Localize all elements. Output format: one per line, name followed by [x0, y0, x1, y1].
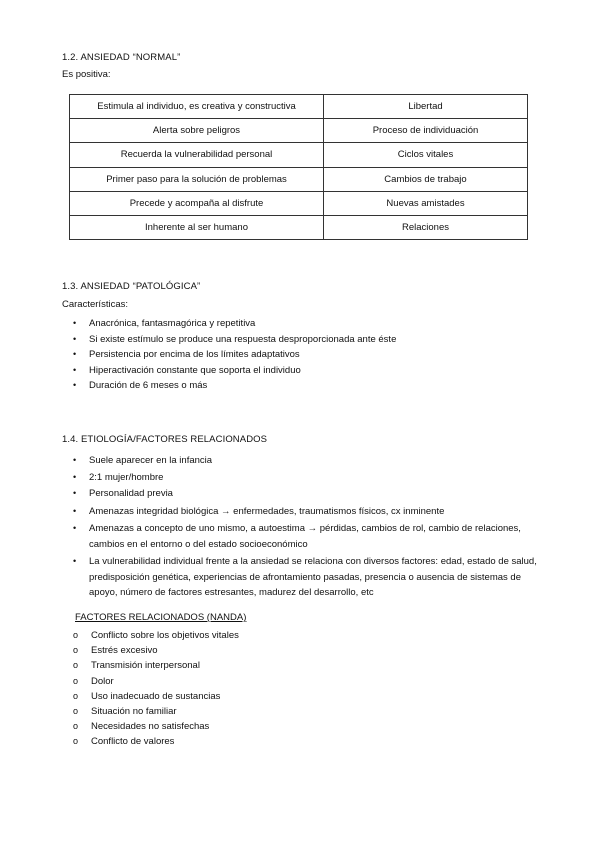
list-item: [62, 628, 239, 643]
bullet-icon: •: [73, 556, 77, 566]
list-item: [62, 363, 542, 379]
section-pathological-subtitle: Características:: [62, 299, 128, 310]
list-item: [62, 453, 547, 469]
table-cell: Proceso de individuación: [324, 119, 528, 143]
table-cell: Primer paso para la solución de problemas: [70, 167, 324, 191]
circle-bullet-icon: o: [73, 736, 79, 747]
pathological-characteristics-list: [62, 316, 542, 394]
table-cell: Precede y acompaña al disfrute: [70, 191, 324, 215]
normal-anxiety-table: [69, 94, 528, 240]
section-normal-subtitle: Es positiva:: [62, 69, 111, 80]
section-pathological-title: 1.3. ANSIEDAD “PATOLÓGICA”: [62, 281, 201, 292]
list-item-text: Amenazas a concepto de uno mismo, a autoestima → pérdidas, cambios de rol, cambio de relaciones, cambios en el entorno o del estado socioeconómico: [89, 523, 521, 550]
bullet-icon: •: [73, 349, 77, 359]
bullet-icon: •: [73, 318, 77, 328]
list-item-text: Amenazas integridad biológica → enfermedades, traumatismos físicos, cx inminente: [89, 505, 445, 517]
list-item: [62, 332, 542, 348]
table-row: [70, 143, 528, 167]
circle-bullet-icon: o: [73, 706, 79, 717]
table-row: [70, 167, 528, 191]
nanda-factors-list: [62, 628, 239, 750]
section-normal-title: 1.2. ANSIEDAD “NORMAL”: [62, 52, 181, 63]
bullet-icon: •: [73, 380, 77, 390]
circle-bullet-icon: o: [73, 660, 79, 671]
bullet-icon: •: [73, 333, 77, 344]
circle-bullet-icon: o: [73, 690, 79, 701]
list-item: [62, 689, 239, 704]
table-cell: Alerta sobre peligros: [70, 119, 324, 143]
list-item-text: Duración de 6 meses o más: [89, 380, 208, 391]
list-item-text: Persistencia por encima de los límites adaptativos: [89, 349, 300, 360]
list-item-text: La vulnerabilidad individual frente a la ansiedad se relaciona con diversos factores: edad, estado de salud, predisposición genética, experiencias de afrontamiento pasadas, presencia o ausencia de sistemas de apoyo, número de factores estresantes, madurez del desarrollo, etc: [89, 556, 537, 598]
table-cell: Estimula al individuo, es creativa y constructiva: [70, 95, 324, 119]
list-item-text: Situación no familiar: [91, 706, 177, 718]
table-row: [70, 119, 528, 143]
table-cell: Libertad: [324, 95, 528, 119]
list-item-text: Conflicto sobre los objetivos vitales: [91, 630, 239, 641]
list-item: [62, 470, 547, 486]
bullet-icon: •: [73, 364, 77, 375]
nanda-factors-title: FACTORES RELACIONADOS (NANDA): [75, 612, 247, 623]
list-item-text: 2:1 mujer/hombre: [89, 471, 164, 483]
table-cell: Ciclos vitales: [324, 143, 528, 167]
circle-bullet-icon: o: [73, 645, 79, 656]
list-item: [62, 378, 542, 394]
list-item: [62, 347, 542, 363]
list-item: [62, 521, 547, 552]
bullet-icon: •: [73, 471, 77, 482]
circle-bullet-icon: o: [73, 630, 79, 640]
list-item: [62, 504, 547, 520]
table-cell: Recuerda la vulnerabilidad personal: [70, 143, 324, 167]
list-item: [62, 734, 239, 749]
list-item-text: Si existe estímulo se produce una respuesta desproporcionada ante éste: [89, 333, 397, 345]
list-item-text: Transmisión interpersonal: [91, 660, 200, 672]
bullet-icon: •: [73, 523, 77, 533]
etiology-list: [62, 453, 547, 601]
table-cell: Cambios de trabajo: [324, 167, 528, 191]
table-cell: Inherente al ser humano: [70, 215, 324, 239]
table-row: [70, 95, 528, 119]
list-item: [62, 674, 239, 689]
table-cell: Relaciones: [324, 215, 528, 239]
list-item: [62, 719, 239, 734]
list-item: [62, 643, 239, 658]
list-item: [62, 486, 547, 502]
list-item-text: Estrés excesivo: [91, 645, 158, 657]
list-item-text: Suele aparecer en la infancia: [89, 455, 213, 466]
list-item: [62, 316, 542, 332]
circle-bullet-icon: o: [73, 675, 79, 686]
list-item: [62, 658, 239, 673]
table-row: [70, 191, 528, 215]
list-item-text: Anacrónica, fantasmagórica y repetitiva: [89, 318, 256, 329]
table-row: [70, 215, 528, 239]
list-item-text: Hiperactivación constante que soporta el individuo: [89, 364, 301, 376]
list-item-text: Conflicto de valores: [91, 736, 175, 748]
list-item-text: Uso inadecuado de sustancias: [91, 690, 221, 702]
list-item-text: Necesidades no satisfechas: [91, 721, 210, 733]
list-item: [62, 704, 239, 719]
list-item: [62, 554, 547, 601]
section-etiology-title: 1.4. ETIOLOGÍA/FACTORES RELACIONADOS: [62, 434, 268, 445]
bullet-icon: •: [73, 505, 77, 516]
bullet-icon: •: [73, 455, 77, 465]
bullet-icon: •: [73, 488, 77, 498]
table-cell: Nuevas amistades: [324, 191, 528, 215]
list-item-text: Dolor: [91, 675, 114, 687]
circle-bullet-icon: o: [73, 721, 79, 732]
list-item-text: Personalidad previa: [89, 488, 173, 499]
